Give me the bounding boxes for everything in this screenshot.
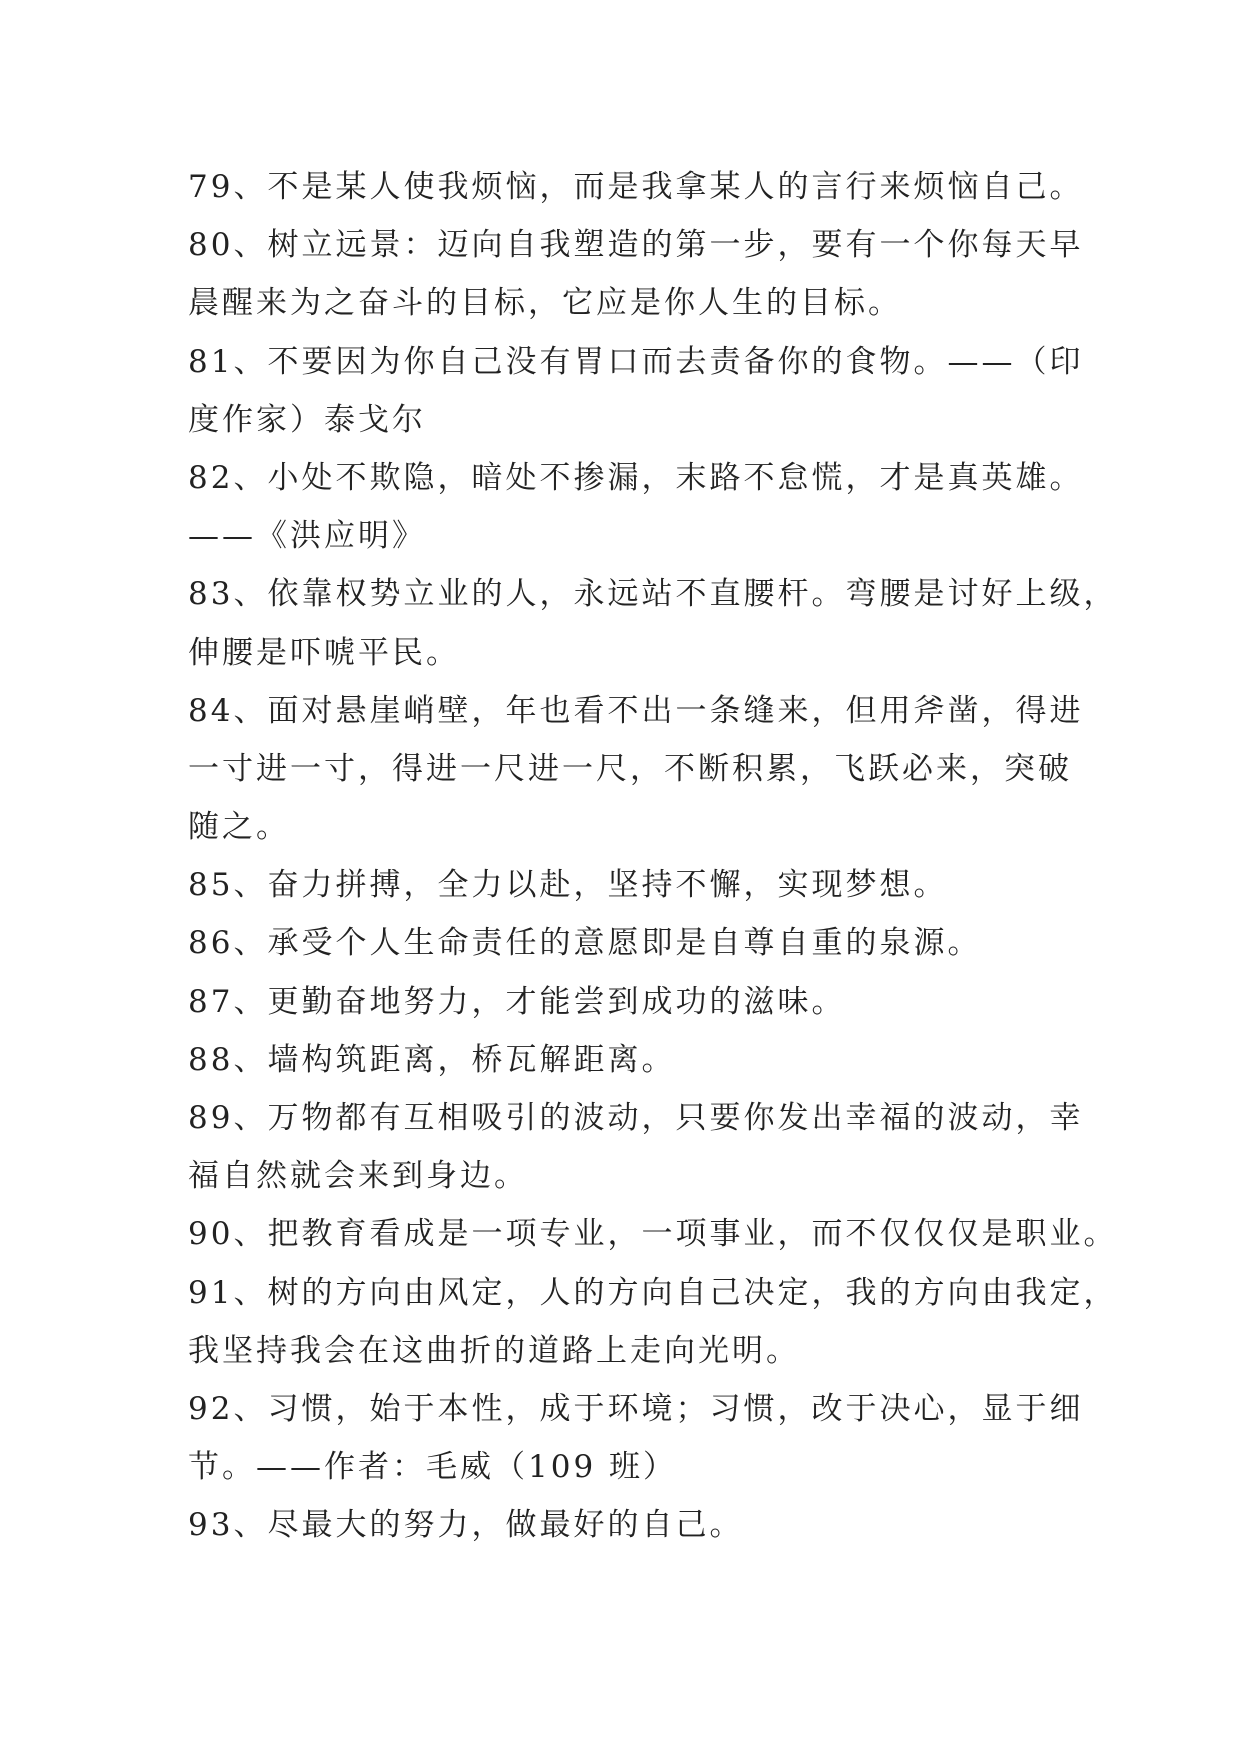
text-line: 随之。 [188, 809, 290, 846]
text-line: 81、不要因为你自己没有胃口而去责备你的食物。——（印 [188, 343, 1084, 380]
text-line: 度作家）泰戈尔 [188, 401, 426, 438]
text-line: 79、不是某人使我烦恼，而是我拿某人的言行来烦恼自己。 [188, 169, 1084, 205]
text-line: 87、更勤奋地努力，才能尝到成功的滋味。 [188, 983, 846, 1020]
text-line: 晨醒来为之奋斗的目标，它应是你人生的目标。 [188, 285, 902, 322]
text-line: 84、面对悬崖峭壁，年也看不出一条缝来，但用斧凿，得进 [188, 692, 1084, 729]
text-line: 福自然就会来到身边。 [188, 1158, 528, 1195]
text-line: 89、万物都有互相吸引的波动，只要你发出幸福的波动，幸 [188, 1100, 1084, 1136]
text-line: 85、奋力拼搏，全力以赴，坚持不懈，实现梦想。 [188, 867, 948, 904]
text-line: 83、依靠权势立业的人，永远站不直腰杆。弯腰是讨好上级， [188, 576, 1118, 613]
text-line: 一寸进一寸，得进一尺进一尺，不断积累，飞跃必来，突破 [188, 750, 1072, 787]
text-line: 91、树的方向由风定，人的方向自己决定，我的方向由我定， [188, 1274, 1118, 1311]
text-line: 我坚持我会在这曲折的道路上走向光明。 [188, 1332, 800, 1369]
text-line: 93、尽最大的努力，做最好的自己。 [188, 1507, 744, 1544]
text-line: 节。——作者：毛威（109 班） [188, 1449, 678, 1486]
text-line: 伸腰是吓唬平民。 [188, 634, 460, 671]
text-line: 80、树立远景：迈向自我塑造的第一步，要有一个你每天早 [188, 227, 1084, 264]
text-line: 82、小处不欺隐，暗处不掺漏，末路不怠慌，才是真英雄。 [188, 459, 1084, 496]
text-line: ——《洪应明》 [188, 518, 426, 555]
text-line: 86、承受个人生命责任的意愿即是自尊自重的泉源。 [188, 925, 982, 962]
text-line: 88、墙构筑距离，桥瓦解距离。 [188, 1041, 676, 1078]
text-line: 92、习惯，始于本性，成于环境；习惯，改于决心，显于细 [188, 1390, 1084, 1427]
text-line: 90、把教育看成是一项专业，一项事业，而不仅仅仅是职业。 [188, 1216, 1118, 1253]
quote-list [188, 158, 1118, 1555]
